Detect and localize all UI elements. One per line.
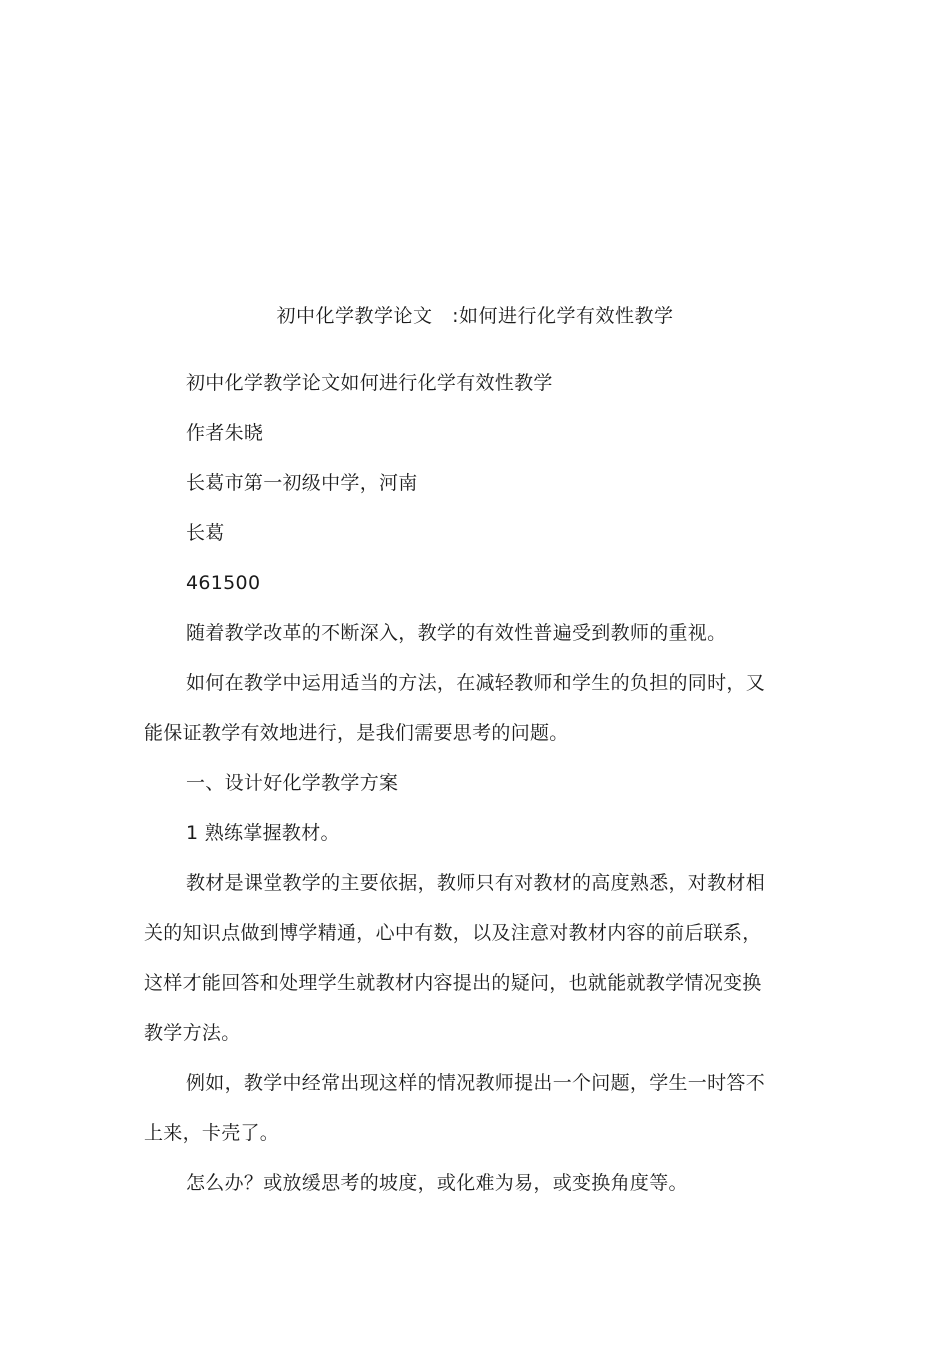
paragraph-line: 关的知识点做到博学精通，心中有数，以及注意对教材内容的前后联系， (144, 922, 762, 944)
paragraph-line: 上来，卡壳了。 (144, 1122, 280, 1144)
paragraph-line: 例如，教学中经常出现这样的情况教师提出一个问题，学生一时答不 (186, 1072, 766, 1094)
paragraph-line: 怎么办？或放缓思考的坡度，或化难为易，或变换角度等。 (186, 1172, 688, 1194)
section-heading: 一、设计好化学教学方案 (186, 772, 399, 794)
postal-code: 461500 (186, 572, 261, 594)
document-title: 初中化学教学论文 :如何进行化学有效性教学 (276, 305, 674, 327)
paragraph-line: 如何在教学中运用适当的方法，在减轻教师和学生的负担的同时，又 (186, 672, 766, 694)
paragraph-line: 教学方法。 (144, 1022, 241, 1044)
paragraph-line: 这样才能回答和处理学生就教材内容提出的疑问，也就能就教学情况变换 (144, 972, 762, 994)
paper-subtitle: 初中化学教学论文如何进行化学有效性教学 (186, 372, 553, 394)
affiliation-line: 长葛市第一初级中学，河南 (186, 472, 418, 494)
subsection-heading: 1 熟练掌握教材。 (186, 822, 340, 844)
paragraph-line: 能保证教学有效地进行，是我们需要思考的问题。 (144, 722, 569, 744)
paragraph-line: 教材是课堂教学的主要依据，教师只有对教材的高度熟悉，对教材相 (186, 872, 766, 894)
paragraph-line: 随着教学改革的不断深入，教学的有效性普遍受到教师的重视。 (186, 622, 727, 644)
city-line: 长葛 (186, 522, 225, 544)
author-line: 作者朱晓 (186, 422, 264, 444)
